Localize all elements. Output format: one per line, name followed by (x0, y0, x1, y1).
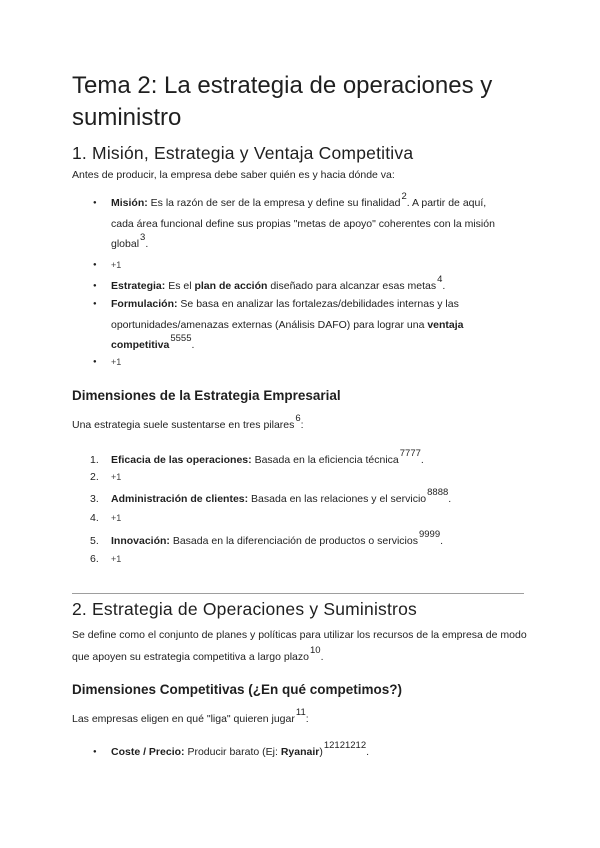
expand-chip[interactable]: +1 (111, 554, 122, 564)
list-item-formulacion: Formulación: Se basa en analizar las fortalezas/debilidades internas y las oportunidades/amenazas externas (Análisis DAFO) para lograr una ventaja competitiva$^{5555}$. (111, 298, 464, 351)
expand-chip[interactable]: +1 (111, 357, 122, 367)
list-item-coste: Coste / Precio: Producir barato (Ej: Ryanair)$^{12121212}$. (111, 740, 370, 758)
section-1-intro: Antes de producir, la empresa debe saber quién es y hacia dónde va: (72, 169, 395, 181)
list-item-innovacion: Innovación: Basada en la diferenciación de productos o servicios$^{9999}$. (111, 529, 444, 547)
list-number: 1. (90, 454, 99, 466)
subsection-2-intro: Las empresas eligen en qué "liga" quieren jugar$^{11}$: (72, 707, 309, 725)
bullet-dot (93, 294, 101, 315)
section-2-intro: Se define como el conjunto de planes y políticas para utilizar los recursos de la empresa de modo que apoyen su estrategia competitiva a largo plazo$^{10}$. (72, 629, 527, 663)
section-1-heading: 1. Misión, Estrategia y Ventaja Competitiva (72, 143, 414, 163)
list-number: 3. (90, 493, 99, 505)
expand-chip[interactable]: +1 (111, 513, 122, 523)
bullet-dot (93, 255, 101, 276)
subsection-1-heading: Dimensiones de la Estrategia Empresarial (72, 388, 341, 403)
subsection-1-intro: Una estrategia suele sustentarse en tres pilares$^6$: (72, 413, 304, 431)
horizontal-divider (72, 593, 524, 594)
bullet-dot (93, 193, 101, 214)
section-2-heading: 2. Estrategia de Operaciones y Suministros (72, 599, 417, 619)
list-number: 5. (90, 535, 99, 547)
list-number: 6. (90, 553, 99, 565)
bullet-dot (93, 352, 101, 373)
expand-chip[interactable]: +1 (111, 260, 122, 270)
list-number: 2. (90, 471, 99, 483)
expand-chip[interactable]: +1 (111, 472, 122, 482)
list-item-estrategia: Estrategia: Es el plan de acción diseñado para alcanzar esas metas$^4$. (111, 274, 446, 292)
list-number: 4. (90, 512, 99, 524)
subsection-2-heading: Dimensiones Competitivas (¿En qué competimos?) (72, 682, 403, 697)
page-title: Tema 2: La estrategia de operaciones y suministro (72, 72, 493, 131)
list-item-administracion: Administración de clientes: Basada en las relaciones y el servicio$^{8888}$. (111, 487, 452, 505)
bullet-dot (93, 742, 101, 763)
list-item-mision: Misión: Es la razón de ser de la empresa y define su finalidad$^2$. A partir de aquí, cada área funcional define sus propias "metas de apoyo" coherentes con la misión global$^3$. (111, 191, 495, 250)
list-item-eficacia: Eficacia de las operaciones: Basada en la eficiencia técnica$^{7777}$. (111, 448, 424, 466)
